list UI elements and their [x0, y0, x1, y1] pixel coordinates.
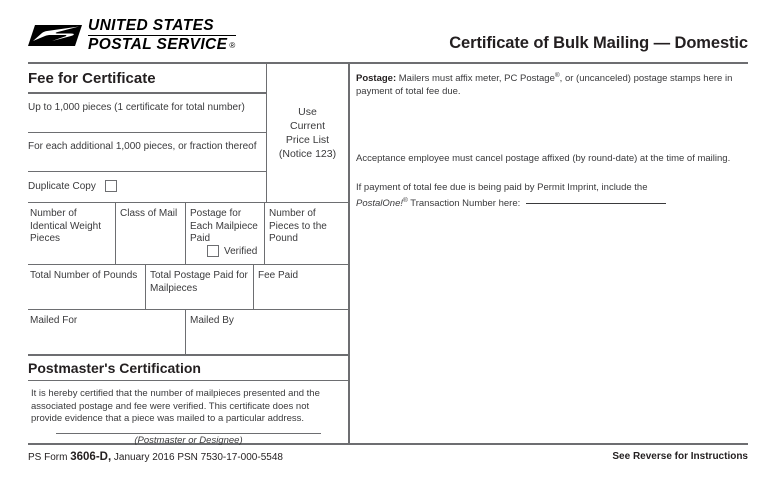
postalone-brand: PostalOne!	[356, 197, 403, 209]
field-number-pieces-to-pound[interactable]: Number of Pieces to the Pound	[264, 203, 348, 264]
usps-wordmark	[88, 18, 236, 53]
form-body	[28, 62, 748, 445]
acceptance-employee-note: Acceptance employee must cancel postage affixed (by round-date) at the time of mailing.	[356, 153, 731, 164]
fee-section-header	[28, 64, 266, 94]
duplicate-copy-checkbox[interactable]	[105, 180, 117, 192]
field-mailed-by[interactable]: Mailed By	[185, 310, 348, 354]
form-page	[28, 18, 748, 478]
postage-instructions-text-a: Mailers must affix meter, PC Postage	[396, 73, 555, 84]
field-total-postage-paid-for-mailpieces[interactable]: Total Postage Paid for Mailpieces	[145, 265, 253, 309]
postage-instructions-label: Postage:	[356, 73, 397, 84]
field-postage-each-mailpiece-paid[interactable]: Postage for Each Mailpiece Paid	[185, 203, 264, 264]
usps-eagle-icon	[28, 21, 82, 48]
field-class-of-mail[interactable]: Class of Mail	[115, 203, 185, 264]
fee-row-additional-1000[interactable]	[28, 133, 266, 172]
permit-imprint-note	[356, 182, 742, 210]
usps-logo	[28, 18, 236, 53]
form-identifier-prefix: PS Form	[28, 452, 71, 463]
field-mailed-for[interactable]: Mailed For	[30, 315, 78, 326]
fee-row-duplicate-copy[interactable]	[28, 172, 266, 203]
verified-checkbox[interactable]	[207, 245, 219, 257]
field-number-identical-weight-pieces[interactable]: Number of Identical Weight Pieces	[30, 208, 101, 244]
postmaster-certification-header	[28, 356, 348, 381]
table-row	[28, 265, 348, 310]
duplicate-copy-label: Duplicate Copy	[28, 180, 96, 192]
price-list-line-3: Price List	[285, 134, 330, 146]
verified-label: Verified	[224, 245, 258, 257]
registered-mark-icon: ®	[554, 72, 560, 79]
form-number: 3606-D,	[70, 451, 112, 463]
postmaster-certification-title: Postmaster's Certification	[28, 360, 201, 376]
form-left-column	[28, 64, 348, 446]
fee-section-title: Fee for Certificate	[28, 69, 156, 87]
signature-caption: (Postmaster or Designee)	[134, 435, 243, 446]
signature-line[interactable]	[56, 433, 321, 434]
field-fee-paid[interactable]: Fee Paid	[253, 265, 348, 309]
verified-group	[185, 245, 264, 257]
see-reverse-note: See Reverse for Instructions	[612, 451, 748, 462]
postage-instructions	[356, 70, 742, 98]
registered-mark-icon: ®	[403, 196, 408, 204]
fee-row-up-to-1000[interactable]	[28, 94, 266, 133]
table-row	[28, 203, 348, 265]
usps-wordmark-line1: UNITED STATES	[88, 18, 236, 36]
transaction-number-input[interactable]	[526, 203, 666, 204]
price-list-line-4: (Notice 123)	[278, 148, 337, 160]
postage-instructions-text-b: , or (uncanceled) postage stamps here in payment of total fee due.	[356, 73, 733, 97]
permit-imprint-text-b: Transaction Number here:	[407, 197, 521, 209]
fee-row-up-to-1000-label: Up to 1,000 pieces (1 certificate for total number)	[28, 102, 245, 113]
postmaster-certification-body: It is hereby certified that the number of mailpieces presented and the associated postage and fee were verified. This certificate does not provide evidence that a piece was mailed to a particular address.	[31, 388, 320, 424]
table-row	[28, 310, 348, 356]
permit-imprint-text-a: If payment of total fee due is being paid by Permit Imprint, include the	[356, 182, 648, 193]
field-total-number-of-pounds[interactable]: Total Number of Pounds	[30, 270, 138, 281]
form-right-column	[348, 64, 748, 443]
form-date-psn: January 2016 PSN 7530-17-000-5548	[111, 452, 283, 463]
page-title: Certificate of Bulk Mailing — Domestic	[449, 34, 748, 52]
form-identifier	[28, 451, 283, 463]
price-list-cell	[266, 64, 348, 203]
registered-mark-icon: ®	[229, 41, 236, 50]
price-list-line-1: Use	[298, 106, 317, 118]
price-list-line-2: Current	[289, 120, 325, 132]
fee-row-additional-1000-label: For each additional 1,000 pieces, or fraction thereof	[28, 141, 257, 152]
page-header	[28, 18, 748, 56]
usps-wordmark-line2: POSTAL SERVICE ®	[88, 36, 236, 53]
